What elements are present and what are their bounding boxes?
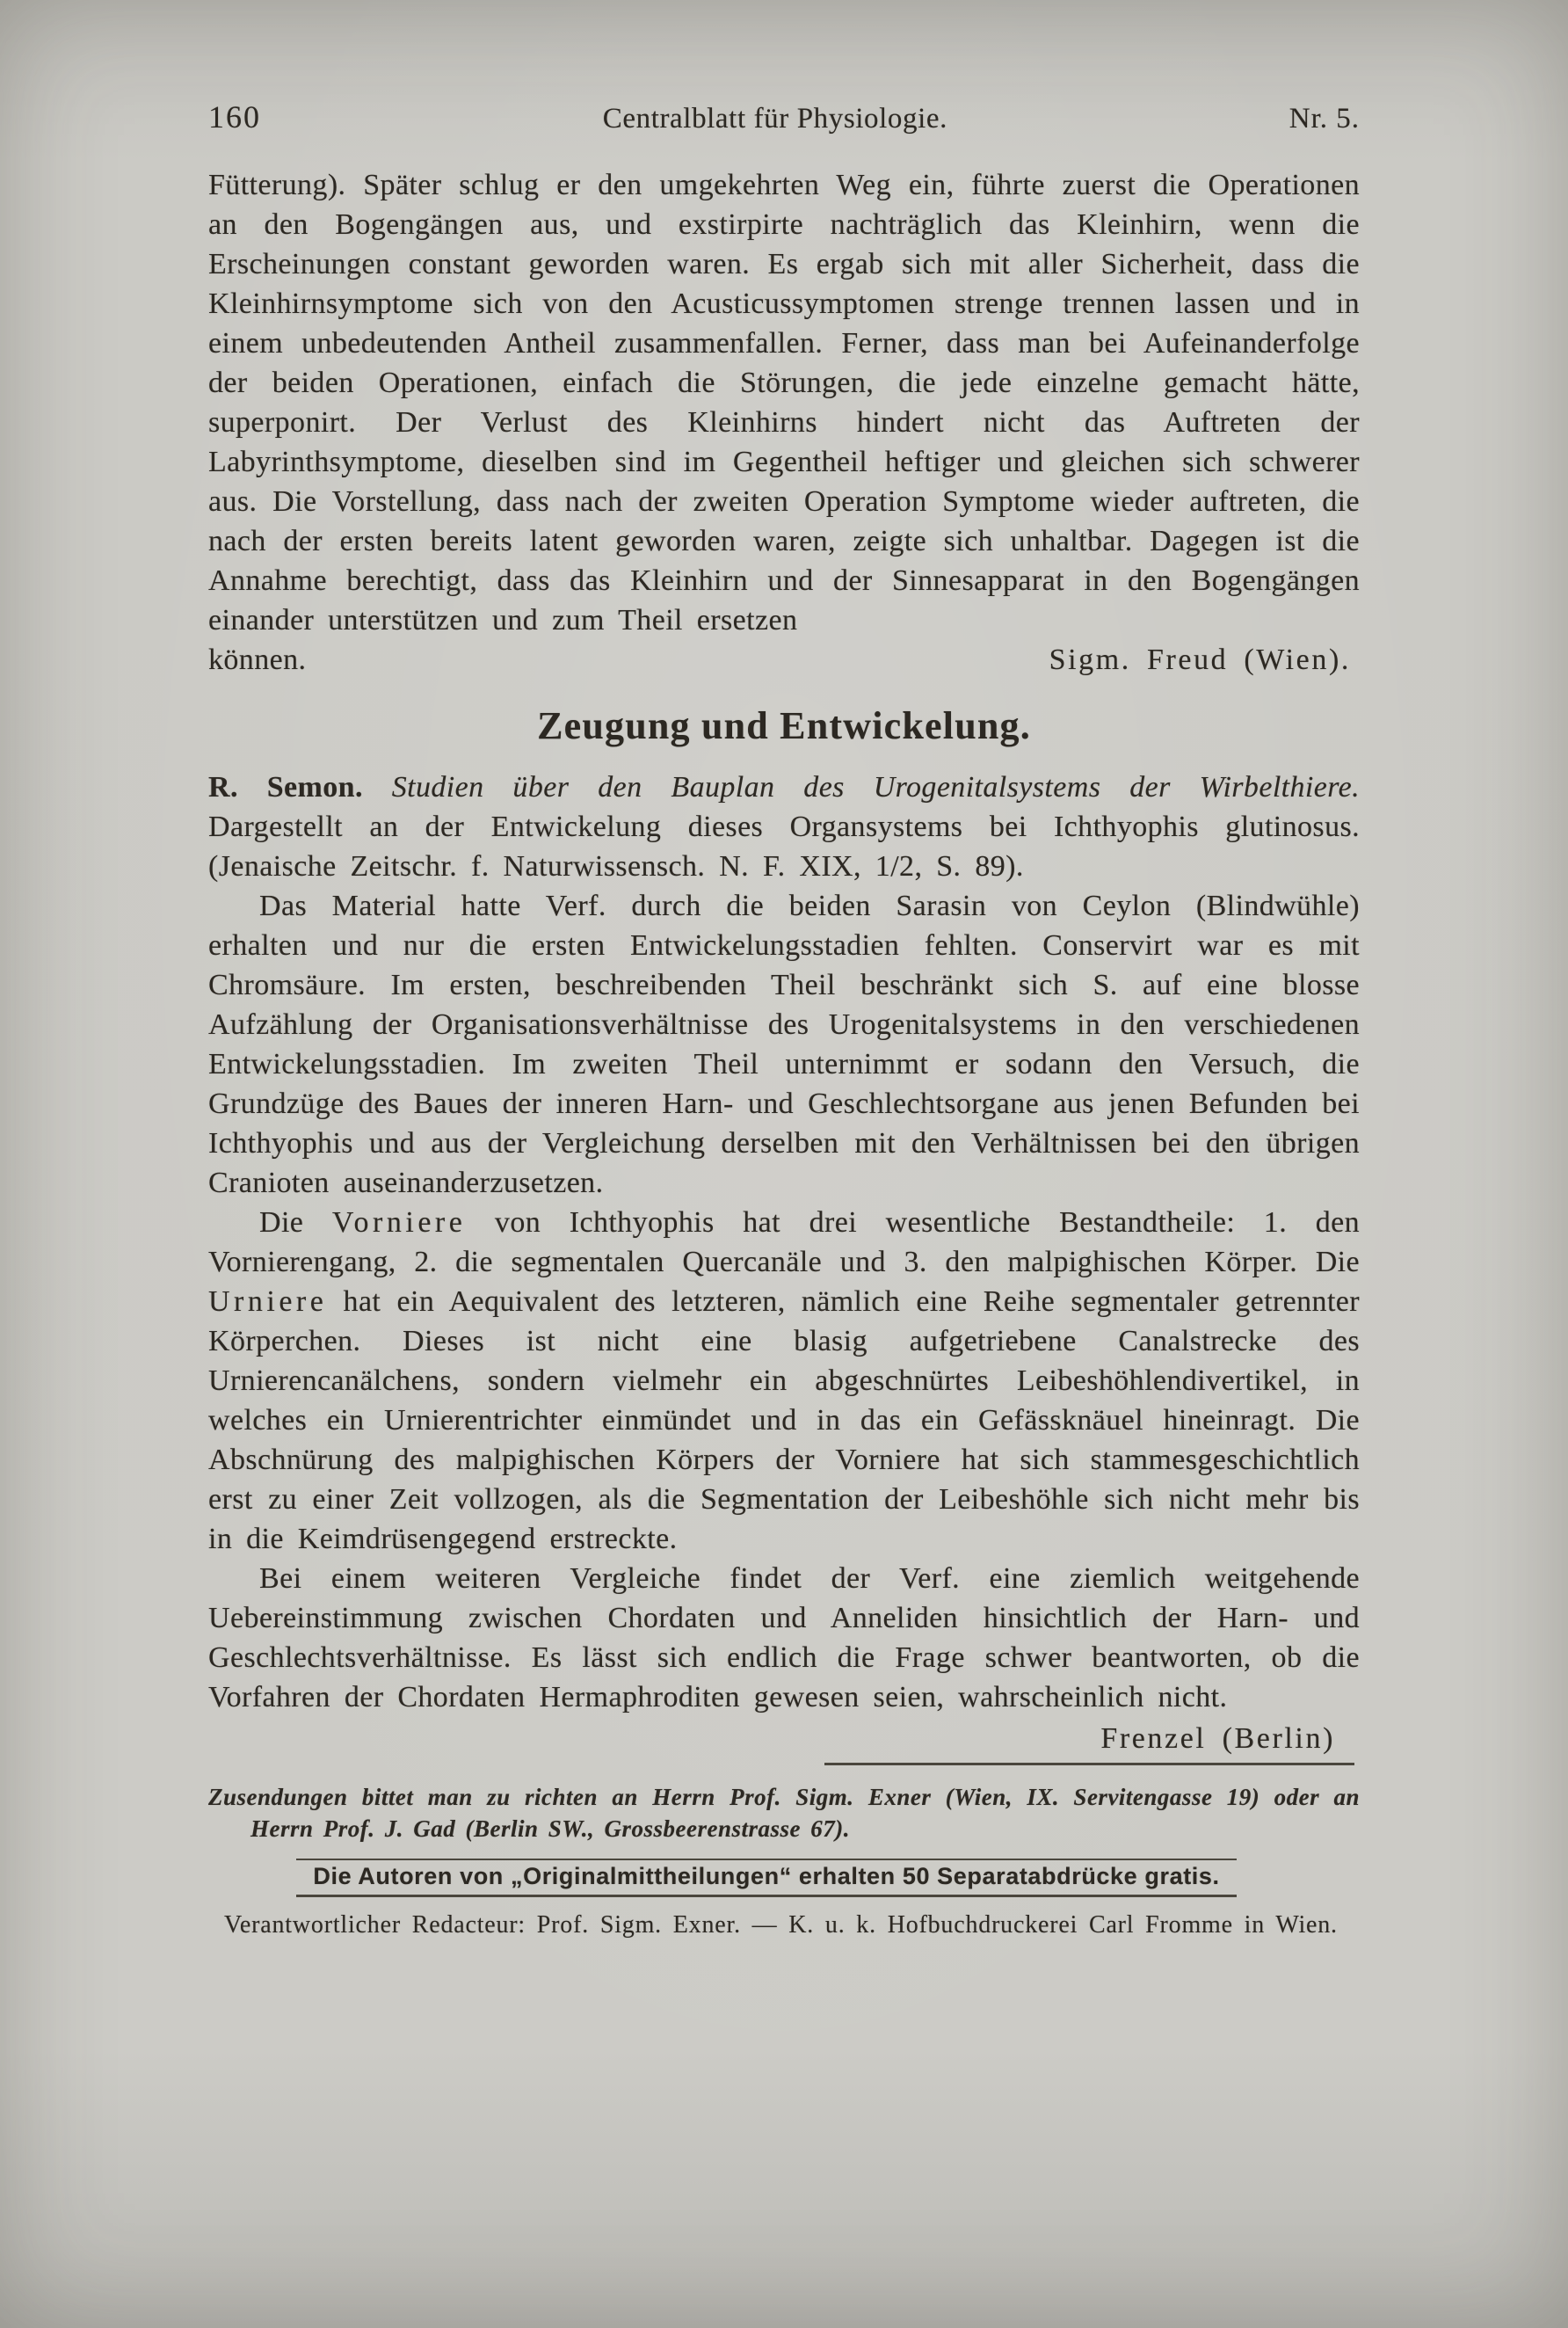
submission-note: Zusendungen bittet man zu richten an Herrn Prof. Sigm. Exner (Wien, IX. Servitengasse 19) oder an Herrn Prof. J. Gad (Berlin SW., Grossbeerenstrasse 67). xyxy=(208,1784,1360,1842)
page-header xyxy=(208,98,1360,135)
freud-signature: Sigm. Freud (Wien). xyxy=(1049,644,1351,676)
semon-paragraph-material: Das Material hatte Verf. durch die beiden Sarasin von Ceylon (Blindwühle) erhalten und nur die ersten Entwickelungsstadien fehlten. Conservirt war es mit Chromsäure. Im ersten, beschreibenden Theil beschränkt sich S. auf eine blosse Aufzählung der Organisationsverhältnisse des Urogenitalsystems in den verschiedenen Entwickelungsstadien. Im zweiten Theil unternimmt er sodann den Versuch, die Grundzüge des Baues der inneren Harn- und Geschlechtsorgane aus jenen Befunden bei Ichthyophis und aus der Vergleichung derselben mit den Verhältnissen bei den übrigen Cranioten auseinanderzusetzen. xyxy=(208,890,1360,1199)
semon-reference: R. Semon. Studien über den Bauplan des Urogenitalsystems der Wirbelthiere. Dargestellt an der Entwickelung dieses Organsystems bei Ichthyophis glutinosus. (Jenaische Zeitschr. f. Naturwissensch. N. F. XIX, 1/2, S. 89). xyxy=(208,771,1361,883)
journal-title: Centralblatt für Physiologie. xyxy=(602,103,947,135)
issue-number: Nr. 5. xyxy=(1289,103,1360,135)
frenzel-signature: Frenzel (Berlin) xyxy=(1100,1722,1335,1755)
page-number: 160 xyxy=(208,99,261,135)
section-heading: Zeugung und Entwickelung. xyxy=(537,704,1031,747)
freud-review-last-word: können. xyxy=(208,644,307,676)
separata-box xyxy=(296,1859,1237,1897)
page-footer xyxy=(208,1781,1360,1939)
semon-paragraph-vergleich: Bei einem weiteren Vergleiche findet der Verf. eine ziemlich weitgehende Uebereinstimmung zwischen Chordaten und Anneliden hinsichtlich der Harn- und Geschlechtsverhältnisse. Es lässt sich endlich die Frage schwer beantworten, ob die Vorfahren der Chordaten Hermaphroditen gewesen seien, wahrscheinlich nicht. xyxy=(208,1562,1360,1713)
article-semon-review xyxy=(208,768,1360,1761)
article-freud-review xyxy=(208,165,1360,680)
imprint-line: Verantwortlicher Redacteur: Prof. Sigm. Exner. — K. u. k. Hofbuchdruckerei Carl Fromme in Wien. xyxy=(224,1911,1338,1939)
freud-review-paragraph: Fütterung). Später schlug er den umgekehrten Weg ein, führte zuerst die Operationen an den Bogengängen aus, und exstirpirte nachträglich das Kleinhirn, wenn die Erscheinungen constant geworden waren. Es ergab sich mit aller Sicherheit, dass die Kleinhirnsymptome sich von den Acusticussymptomen strenge trennen lassen und in einem unbedeutenden Antheil zusammenfallen. Ferner, dass man bei Aufeinanderfolge der beiden Operationen, einfach die Störungen, die jede einzelne gemacht hätte, superponirt. Der Verlust des Kleinhirns hindert nicht das Auftreten der Labyrinthsymptome, dieselben sind im Gegentheil heftiger und gleichen sich schwerer aus. Die Vorstellung, dass nach der zweiten Operation Symptome wieder auftreten, die nach der ersten bereits latent geworden waren, zeigte sich unhaltbar. Dagegen ist die Annahme berechtigt, dass das Kleinhirn und der Sinnesapparat in den Bogengängen einander unterstützen und zum Theil ersetzen xyxy=(208,169,1360,637)
freud-review-last-line xyxy=(208,640,1360,680)
footer-divider-rule xyxy=(824,1763,1354,1765)
separata-note: Die Autoren von „Originalmittheilungen“ erhalten 50 Separatabdrücke gratis. xyxy=(313,1863,1220,1889)
semon-paragraph-vorniere: Die Vorniere von Ichthyophis hat drei wesentliche Bestandtheile: 1. den Vornierengang, 2. die segmentalen Quercanäle und 3. den malpighischen Körper. Die Urniere hat ein Aequivalent des letzteren, nämlich eine Reihe segmentaler getrennter Körperchen. Dieses ist nicht eine blasig aufgetriebene Canalstrecke des Urnierencanälchens, sondern vielmehr ein abgeschnürtes Leibeshöhlendivertikel, in welches ein Urnierentrichter einmündet und in das ein Gefässknäuel hineinragt. Die Abschnürung des malpighischen Körpers der Vorniere hat sich stammesgeschichtlich erst zu einer Zeit vollzogen, als die Segmentation der Leibeshöhle sich nicht mehr bis in die Keimdrüsengegend erstreckte. xyxy=(208,1206,1360,1555)
page-content xyxy=(208,98,1360,1939)
